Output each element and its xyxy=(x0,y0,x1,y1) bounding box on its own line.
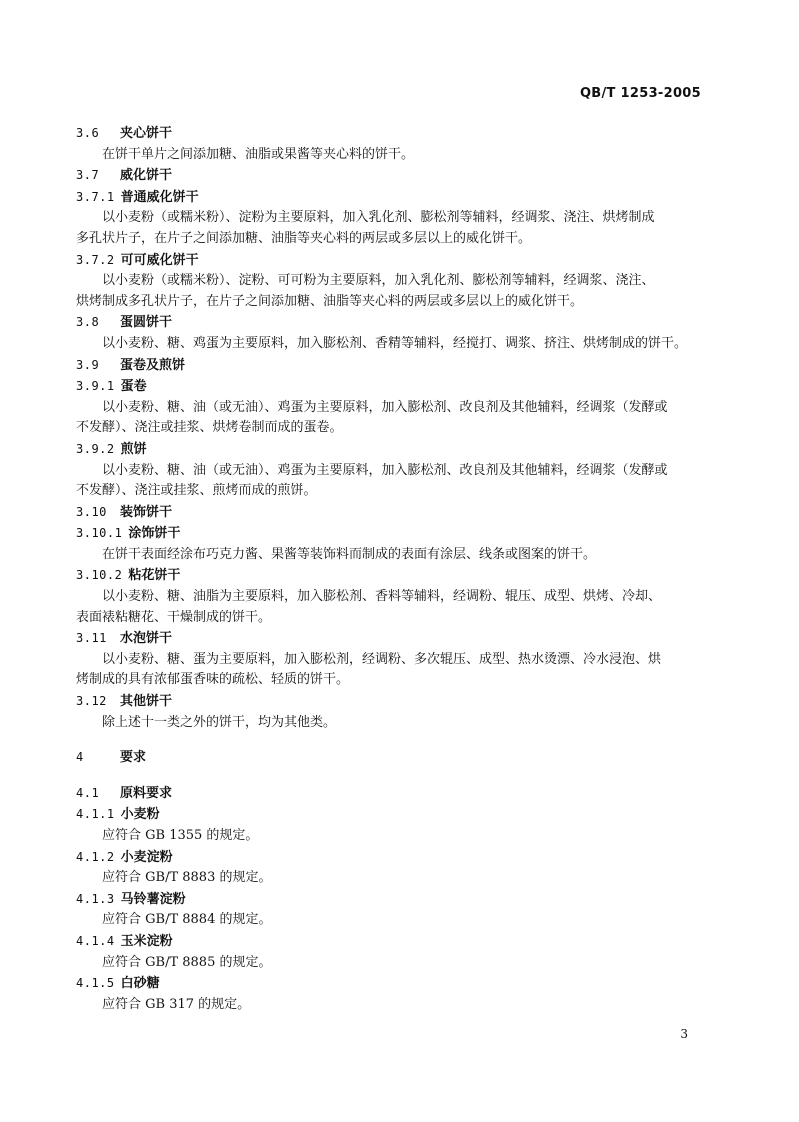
section-heading xyxy=(76,889,712,911)
section-number: 4.1.2 xyxy=(76,849,115,864)
paragraph-line: 应符合 GB/T 8884 的规定。 xyxy=(102,912,272,928)
paragraph-line: 不发酵）、浇注或挂浆、煎烤而成的煎饼。 xyxy=(76,483,317,499)
section-title: 原料要求 xyxy=(120,785,173,801)
paragraph-line: 多孔状片子，在片子之间添加糖、油脂等夹心料的两层或多层以上的威化饼干。 xyxy=(76,230,532,246)
section-heading xyxy=(76,804,712,826)
section-title: 煎饼 xyxy=(120,441,147,457)
section-title: 水泡饼干 xyxy=(120,631,173,647)
paragraph-line: 应符合 GB/T 8885 的规定。 xyxy=(102,954,272,970)
section-title: 普通威化饼干 xyxy=(120,189,199,205)
paragraph-line: 在饼干表面经涂布巧克力酱、果酱等装饰料而制成的表面有涂层、线条或图案的饼干。 xyxy=(102,546,597,562)
section-number: 3.7 xyxy=(76,168,100,183)
section-title: 玉米淀粉 xyxy=(120,933,173,949)
section-number: 3.9.1 xyxy=(76,379,115,394)
paragraph-line: 以小麦粉、糖、油（或无油）、鸡蛋为主要原料，加入膨松剂、改良剂及其他辅料，经调浆（发酵或 xyxy=(102,399,668,415)
section-title: 夹心饼干 xyxy=(120,126,173,141)
section-number: 3.12 xyxy=(76,694,107,709)
section-heading xyxy=(76,847,712,869)
section-heading xyxy=(76,123,712,145)
section-title: 小麦淀粉 xyxy=(120,849,173,865)
section-heading xyxy=(76,973,712,995)
paragraph-line: 应符合 GB 1355 的规定。 xyxy=(102,828,259,843)
section-title: 马铃薯淀粉 xyxy=(120,891,186,907)
section-title: 粘花饼干 xyxy=(128,568,181,584)
section-title: 蛋圆饼干 xyxy=(120,315,173,331)
section-heading xyxy=(76,376,712,398)
section-title: 蛋卷及煎饼 xyxy=(120,357,186,373)
section-heading xyxy=(76,187,712,209)
section-gap xyxy=(76,733,712,747)
section-heading xyxy=(76,250,712,272)
section-heading xyxy=(76,523,712,545)
paragraph-line: 在饼干单片之间添加糖、油脂或果酱等夹心料的饼干。 xyxy=(102,146,415,162)
section-title: 可可威化饼干 xyxy=(120,252,199,268)
section-heading xyxy=(76,439,712,461)
section-title: 小麦粉 xyxy=(120,807,160,823)
section-number: 3.7.1 xyxy=(76,189,115,204)
section-heading xyxy=(76,931,712,953)
section-number: 3.8 xyxy=(76,315,100,330)
document-body xyxy=(76,123,712,1015)
section-heading xyxy=(76,747,712,769)
paragraph-line: 不发酵）、浇注或挂浆、烘烤卷制而成的蛋卷。 xyxy=(76,420,343,436)
section-title: 威化饼干 xyxy=(120,168,173,184)
section-heading xyxy=(76,565,712,587)
section-number: 4.1.5 xyxy=(76,976,115,991)
paragraph-line: 以小麦粉、糖、油脂为主要原料，加入膨松剂、香料等辅料，经调粉、辊压、成型、烘烤、冷却、 xyxy=(102,589,662,605)
paragraph-line: 应符合 GB/T 8883 的规定。 xyxy=(102,870,272,886)
paragraph-line: 除上述十一类之外的饼干，均为其他类。 xyxy=(102,714,337,730)
section-heading xyxy=(76,691,712,713)
section-heading xyxy=(76,783,712,805)
section-number: 3.10.2 xyxy=(76,568,123,583)
paragraph-line: 以小麦粉（或糯米粉）、淀粉为主要原料，加入乳化剂、膨松剂等辅料，经调浆、浇注、烘烤制成 xyxy=(102,210,655,226)
paragraph-line: 应符合 GB 317 的规定。 xyxy=(102,996,251,1012)
section-heading xyxy=(76,502,712,524)
section-heading xyxy=(76,165,712,187)
section-title: 要求 xyxy=(120,750,147,766)
section-number: 3.7.2 xyxy=(76,252,115,267)
section-gap xyxy=(76,769,712,783)
paragraph-line: 烤制成的具有浓郁蛋香味的疏松、轻质的饼干。 xyxy=(76,672,350,688)
section-number: 3.6 xyxy=(76,126,100,140)
section-number: 3.9 xyxy=(76,357,100,372)
section-heading xyxy=(76,628,712,650)
section-number: 4 xyxy=(76,750,84,765)
paragraph-line: 以小麦粉、糖、油（或无油）、鸡蛋为主要原料，加入膨松剂、改良剂及其他辅料，经调浆（发酵或 xyxy=(102,462,668,478)
section-title: 涂饰饼干 xyxy=(128,526,181,542)
paragraph-line: 以小麦粉（或糯米粉）、淀粉、可可粉为主要原料，加入乳化剂、膨松剂等辅料，经调浆、浇注、 xyxy=(102,273,655,289)
section-number: 4.1.4 xyxy=(76,933,115,948)
section-number: 4.1 xyxy=(76,785,100,800)
section-title: 其他饼干 xyxy=(120,694,173,710)
standard-code: QB/T 1253-2005 xyxy=(579,86,701,101)
paragraph-line: 表面裱粘糖花、干燥制成的饼干。 xyxy=(76,609,272,625)
section-number: 3.11 xyxy=(76,631,107,646)
paragraph-line: 以小麦粉、糖、鸡蛋为主要原料，加入膨松剂、香精等辅料，经搅打、调浆、挤注、烘烤制成的饼干。 xyxy=(102,335,688,351)
section-title: 装饰饼干 xyxy=(120,504,173,520)
section-number: 3.9.2 xyxy=(76,441,115,456)
paragraph-line: 以小麦粉、糖、蛋为主要原料，加入膨松剂，经调粉、多次辊压、成型、热水烫漂、冷水浸泡、烘 xyxy=(102,651,662,667)
page-number: 3 xyxy=(680,1027,688,1041)
section-number: 3.10 xyxy=(76,504,107,519)
section-title: 白砂糖 xyxy=(120,976,160,992)
section-number: 4.1.3 xyxy=(76,891,115,906)
paragraph-line: 烘烤制成多孔状片子，在片子之间添加糖、油脂等夹心料的两层或多层以上的威化饼干。 xyxy=(76,293,584,309)
section-number: 4.1.1 xyxy=(76,807,115,822)
section-title: 蛋卷 xyxy=(120,379,147,395)
section-heading xyxy=(76,312,712,334)
section-heading xyxy=(76,355,712,377)
section-number: 3.10.1 xyxy=(76,526,123,541)
